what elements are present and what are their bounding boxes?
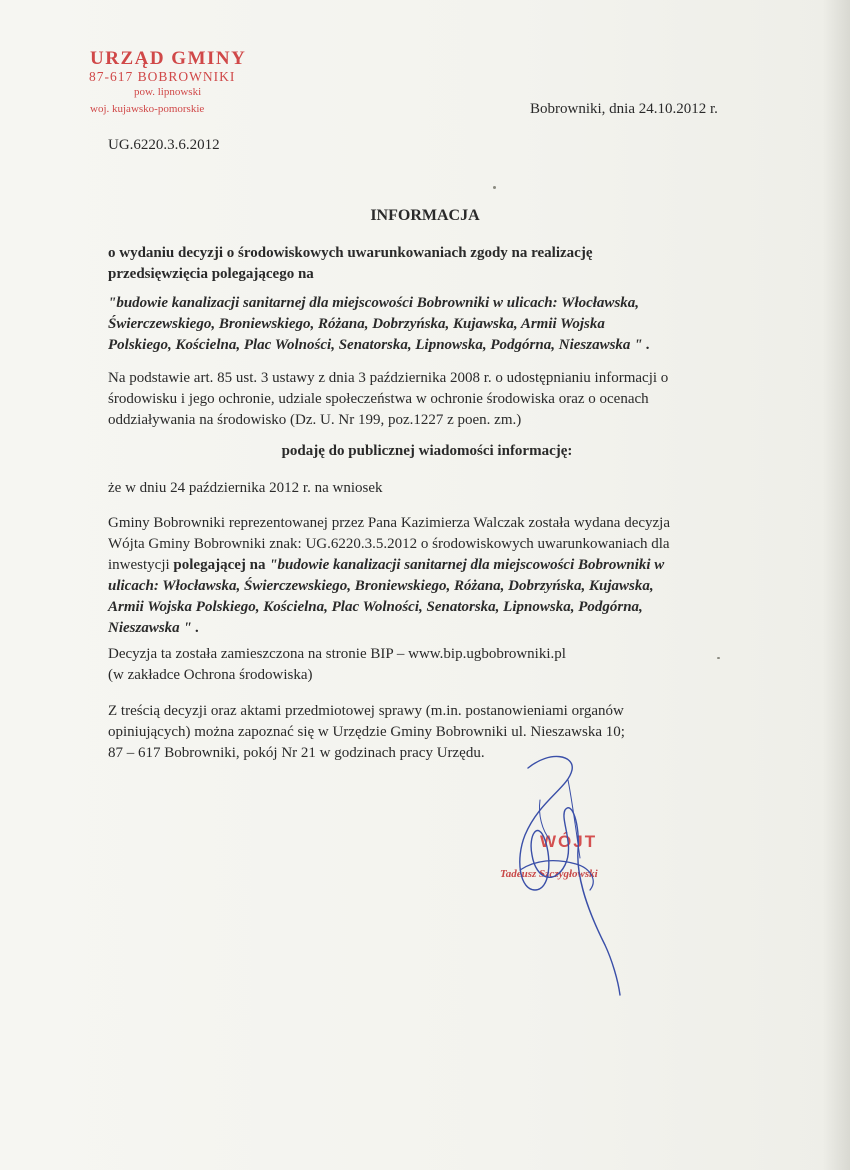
paragraph-line: opiniujących) można zapoznać się w Urzędzie Gminy Bobrowniki ul. Nieszawska 10; xyxy=(108,724,625,740)
document-title-text: INFORMACJA xyxy=(370,207,480,224)
stamp-postcode: 87-617 BOBROWNIKI xyxy=(89,69,236,84)
document-title xyxy=(0,207,850,225)
legal-line: oddziaływania na środowisko (Dz. U. Nr 199, poz.1227 z poen. zm.) xyxy=(108,412,522,428)
paragraph-line xyxy=(108,555,748,576)
signature-title-stamp: WÓJT xyxy=(540,832,598,851)
reference-number: UG.6220.3.6.2012 xyxy=(108,137,220,153)
paragraph-line: Armii Wojska Polskiego, Kościelna, Plac Wolności, Senatorska, Lipnowska, Podgórna, xyxy=(108,599,643,615)
announcement xyxy=(0,443,850,460)
paragraph-line: Gminy Bobrowniki reprezentowanej przez Pana Kazimierza Walczak została wydana decyzja xyxy=(108,515,671,531)
subject-line: przedsięwzięcia polegającego na xyxy=(108,266,314,282)
page-edge-shadow xyxy=(822,0,850,1170)
dateline: że w dniu 24 października 2012 r. na wniosek xyxy=(108,480,383,496)
project-line: Świerczewskiego, Broniewskiego, Różana, Dobrzyńska, Kujawska, Armii Wojska xyxy=(108,316,605,332)
scan-speck xyxy=(493,186,496,189)
place-date: Bobrowniki, dnia 24.10.2012 r. xyxy=(530,101,718,117)
legal-line: Na podstawie art. 85 ust. 3 ustawy z dnia 3 października 2008 r. o udostępnianiu informacji o xyxy=(108,370,669,386)
decision-paragraph xyxy=(108,513,748,639)
paragraph-line: Wójta Gminy Bobrowniki znak: UG.6220.3.5.2012 o środowiskowych uwarunkowaniach dla xyxy=(108,536,670,552)
subject-line: o wydaniu decyzji o środowiskowych uwarunkowaniach zgody na realizację xyxy=(108,245,593,261)
stamp-office-name: URZĄD GMINY xyxy=(90,48,247,69)
publication-paragraph xyxy=(108,644,748,686)
stamp-county: pow. lipnowski xyxy=(134,86,202,98)
paragraph-bold-italic-text: "budowie kanalizacji sanitarnej dla miejscowości Bobrowniki w xyxy=(269,557,665,573)
legal-basis xyxy=(108,368,748,431)
announcement-text: podaję do publicznej wiadomości informację: xyxy=(281,443,573,459)
paragraph-text: inwestycji xyxy=(108,557,174,573)
project-line: "budowie kanalizacji sanitarnej dla miejscowości Bobrowniki w ulicach: Włocławska, xyxy=(108,295,640,311)
subject xyxy=(108,243,748,285)
paragraph-line: Nieszawska " . xyxy=(108,620,200,636)
paragraph-bold-text: polegającej na xyxy=(173,557,270,573)
legal-line: środowisku i jego ochronie, udziale społeczeństwa w ochronie środowiska oraz o ocenach xyxy=(108,391,649,407)
paragraph-line: (w zakładce Ochrona środowiska) xyxy=(108,667,313,683)
paragraph-line: 87 – 617 Bobrowniki, pokój Nr 21 w godzinach pracy Urzędu. xyxy=(108,745,485,761)
project-line: Polskiego, Kościelna, Plac Wolności, Senatorska, Lipnowska, Podgórna, Nieszawska " . xyxy=(108,337,650,353)
handwritten-signature xyxy=(480,740,660,1000)
paragraph-line: Z treścią decyzji oraz aktami przedmiotowej sprawy (m.in. postanowieniami organów xyxy=(108,703,624,719)
paragraph-line: Decyzja ta została zamieszczona na stronie BIP – www.bip.ugbobrowniki.pl xyxy=(108,646,566,662)
signature-name-stamp: Tadeusz Szczygłowski xyxy=(500,868,598,880)
stamp-voivodeship: woj. kujawsko-pomorskie xyxy=(90,103,205,115)
scan-speck xyxy=(717,657,720,659)
project-description xyxy=(108,293,748,356)
paragraph-line: ulicach: Włocławska, Świerczewskiego, Broniewskiego, Różana, Dobrzyńska, Kujawska, xyxy=(108,578,654,594)
